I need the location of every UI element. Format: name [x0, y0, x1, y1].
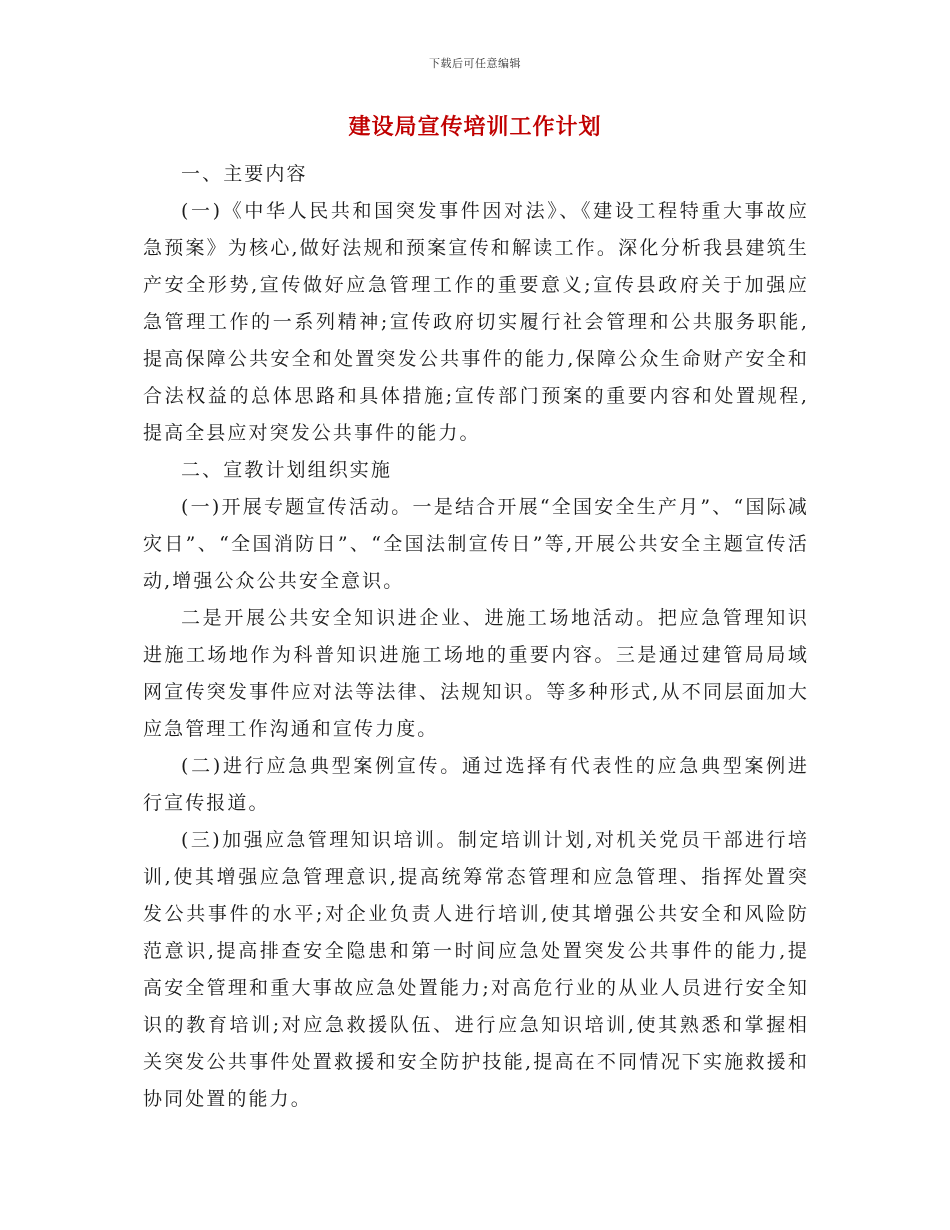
- paragraph: (一)开展专题宣传活动。一是结合开展“全国安全生产月”、“国际减灾日”、“全国消防日”、“全国法制宣传日”等,开展公共安全主题宣传活动,增强公众公共安全意识。: [143, 496, 809, 592]
- paragraph: (一)《中华人民共和国突发事件因对法》、《建设工程特重大事故应急预案》为核心,做好法规和预案宣传和解读工作。深化分析我县建筑生产安全形势,宣传做好应急管理工作的重要意义;宣传县政府关于加强应急管理工作的一系列精神;宣传政府切实履行社会管理和公共服务职能,提高保障公共安全和处置突发公共事件的能力,保障公众生命财产安全和合法权益的总体思路和具体措施;宣传部门预案的重要内容和处置规程,提高全县应对突发公共事件的能力。: [143, 200, 809, 444]
- section-main-content: [143, 156, 809, 452]
- paragraph: (三)加强应急管理知识培训。制定培训计划,对机关党员干部进行培训,使其增强应急管理意识,提高统筹常态管理和应急管理、指挥处置突发公共事件的水平;对企业负责人进行培训,使其增强公共安全和风险防范意识,提高排查安全隐患和第一时间应急处置突发公共事件的能力,提高安全管理和重大事故应急处置能力;对高危行业的从业人员进行安全知识的教育培训;对应急救援队伍、进行应急知识培训,使其熟悉和掌握相关突发公共事件处置救援和安全防护技能,提高在不同情况下实施救援和协同处置的能力。: [143, 829, 809, 1110]
- paragraph: 二是开展公共安全知识进企业、进施工场地活动。把应急管理知识进施工场地作为科普知识进施工场地的重要内容。三是通过建管局局域网宣传突发事件应对法等法律、法规知识。等多种形式,从不同层面加大应急管理工作沟通和宣传力度。: [143, 607, 809, 740]
- document-title: 建设局宣传培训工作计划: [348, 114, 602, 140]
- paragraph: (二)进行应急典型案例宣传。通过选择有代表性的应急典型案例进行宣传报道。: [143, 755, 809, 814]
- section-heading: 一、主要内容: [181, 163, 308, 185]
- section-heading: 二、宣教计划组织实施: [181, 459, 393, 481]
- header-note: 下载后可任意编辑: [429, 57, 521, 70]
- document-body: [143, 156, 809, 1118]
- section-implementation: [143, 452, 809, 1118]
